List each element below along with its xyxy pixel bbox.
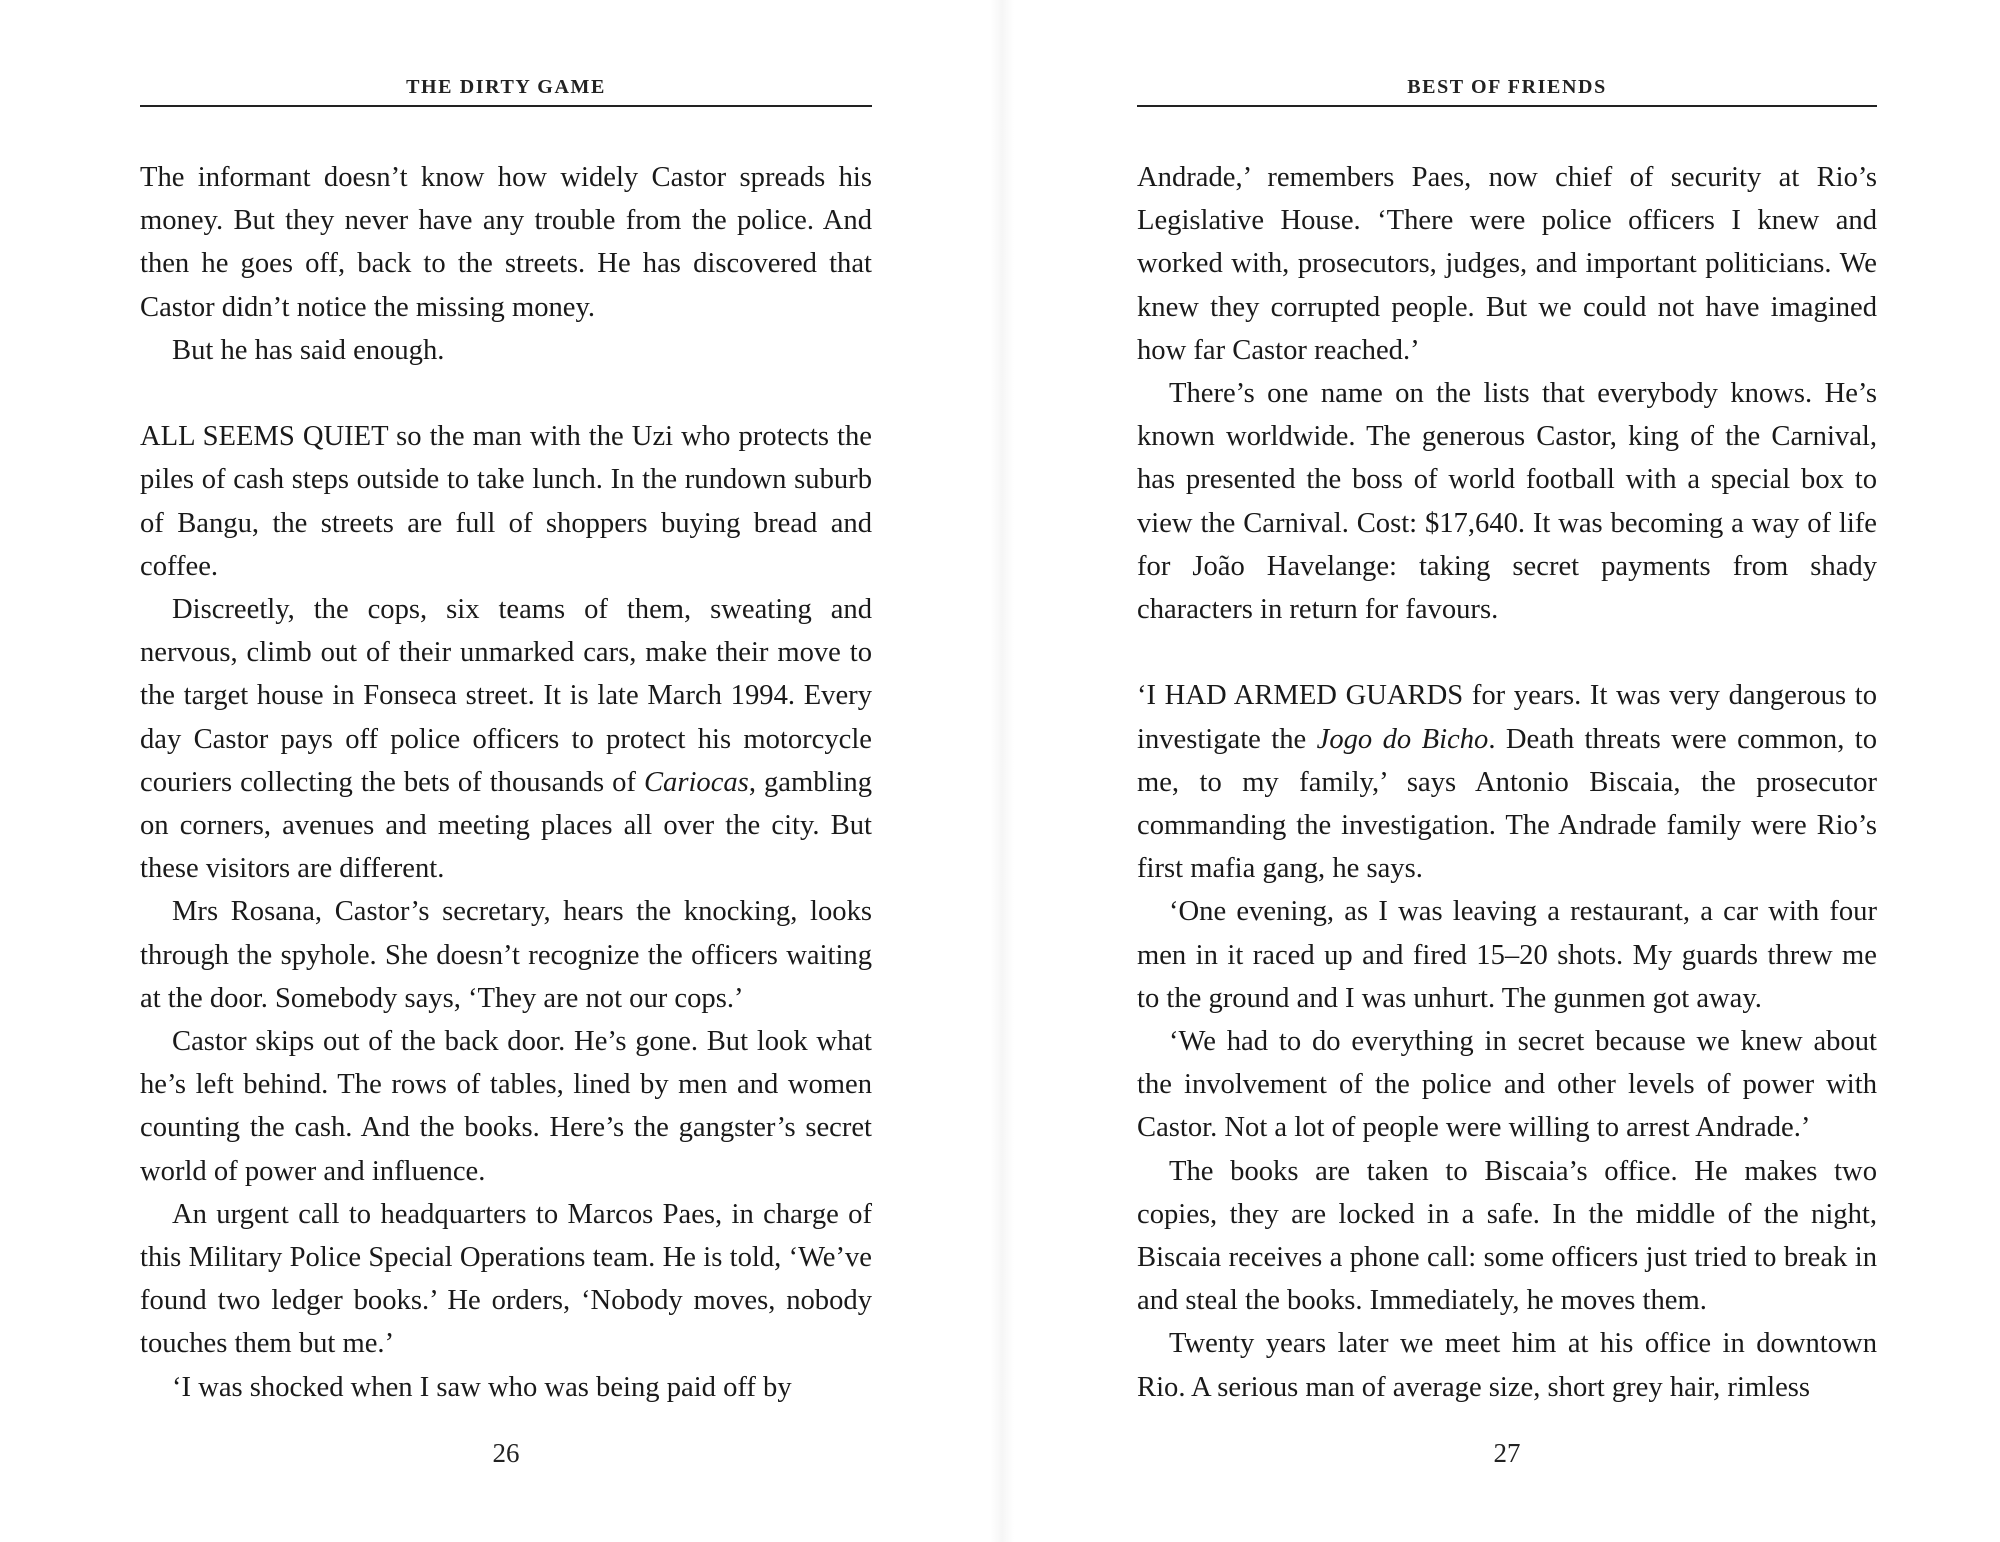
right-page-number: 27 <box>1493 1438 1521 1468</box>
right-body-text <box>1137 156 1877 1409</box>
paragraph: There’s one name on the lists that everybody knows. He’s known worldwide. The generous Castor, king of the Carnival, has presented the boss of world football with a special box to view the Carnival. Cost: $17,640. It was becoming a way of life for João Havelange: taking secret payments from shady characters in return for favours. <box>1137 378 1877 626</box>
left-body-text <box>140 156 872 1409</box>
paragraph: ‘One evening, as I was leaving a restaurant, a car with four men in it raced up and fired 15–20 shots. My guards threw me to the ground and I was unhurt. The gunmen got away. <box>1137 896 1877 1014</box>
paragraph: Twenty years later we meet him at his office in downtown Rio. A serious man of average size, short grey hair, rimless <box>1137 1328 1877 1403</box>
gutter <box>990 0 1014 1542</box>
paragraph: An urgent call to headquarters to Marcos Paes, in charge of this Military Police Special Operations team. He is told, ‘We’ve found two ledger books.’ He orders, ‘Nobody moves, nobody touches them but me.’ <box>140 1198 872 1360</box>
paragraph: The books are taken to Biscaia’s office. He makes two copies, they are locked in a safe. In the middle of the night, Biscaia receives a phone call: some officers just tried to break in and steal the books. Immediately, he moves them. <box>1137 1155 1877 1317</box>
left-page <box>140 0 872 1542</box>
paragraph: ‘I was shocked when I saw who was being paid off by <box>172 1371 792 1403</box>
paragraph: Mrs Rosana, Castor’s secretary, hears the knocking, looks through the spyhole. She doesn’t recognize the officers waiting at the door. Somebody says, ‘They are not our cops.’ <box>140 896 872 1014</box>
right-head-rule <box>1137 105 1877 107</box>
paragraph: ‘We had to do everything in secret because we knew about the involvement of the police and other levels of power with Castor. Not a lot of people were willing to arrest Andrade.’ <box>1137 1026 1877 1144</box>
right-page <box>1137 0 1877 1542</box>
right-running-head: BEST OF FRIENDS <box>1407 76 1607 98</box>
paragraph: But he has said enough. <box>172 334 445 366</box>
paragraph: Andrade,’ remembers Paes, now chief of security at Rio’s Legislative House. ‘There were police officers I knew and worked with, prosecutors, judges, and important politicians. We knew they corrupted people. But we could not have imagined how far Castor reached.’ <box>1137 162 1877 366</box>
left-head-rule <box>140 105 872 107</box>
paragraph: The informant doesn’t know how widely Castor spreads his money. But they never have any trouble from the police. And then he goes off, back to the streets. He has discovered that Castor didn’t notice the missing money. <box>140 162 872 323</box>
section-opening-paragraph: ‘I HAD ARMED GUARDS for years. It was very dangerous to investigate the Jogo do Bicho. Death threats were common, to me, to my family,’ says Antonio Biscaia, the prosecutor commanding the investigation. The Andrade family were Rio’s first mafia gang, he says. <box>1137 680 1877 885</box>
paragraph: Castor skips out of the back door. He’s gone. But look what he’s left behind. The rows of tables, lined by men and women counting the cash. And the books. Here’s the gangster’s secret world of power and influence. <box>140 1026 872 1187</box>
paragraph: Discreetly, the cops, six teams of them, sweating and nervous, climb out of their unmarked cars, make their move to the target house in Fonseca street. It is late March 1994. Every day Castor pays off police officers to protect his motorcycle couriers collecting the bets of thousands of Cariocas, gambling on corners, avenues and meeting places all over the city. But these visitors are different. <box>140 594 872 885</box>
section-opening-paragraph: ALL SEEMS QUIET so the man with the Uzi who protects the piles of cash steps outside to take lunch. In the rundown suburb of Bangu, the streets are full of shoppers buying bread and coffee. <box>140 421 872 582</box>
left-page-number: 26 <box>492 1438 520 1468</box>
left-running-head: THE DIRTY GAME <box>406 76 606 98</box>
